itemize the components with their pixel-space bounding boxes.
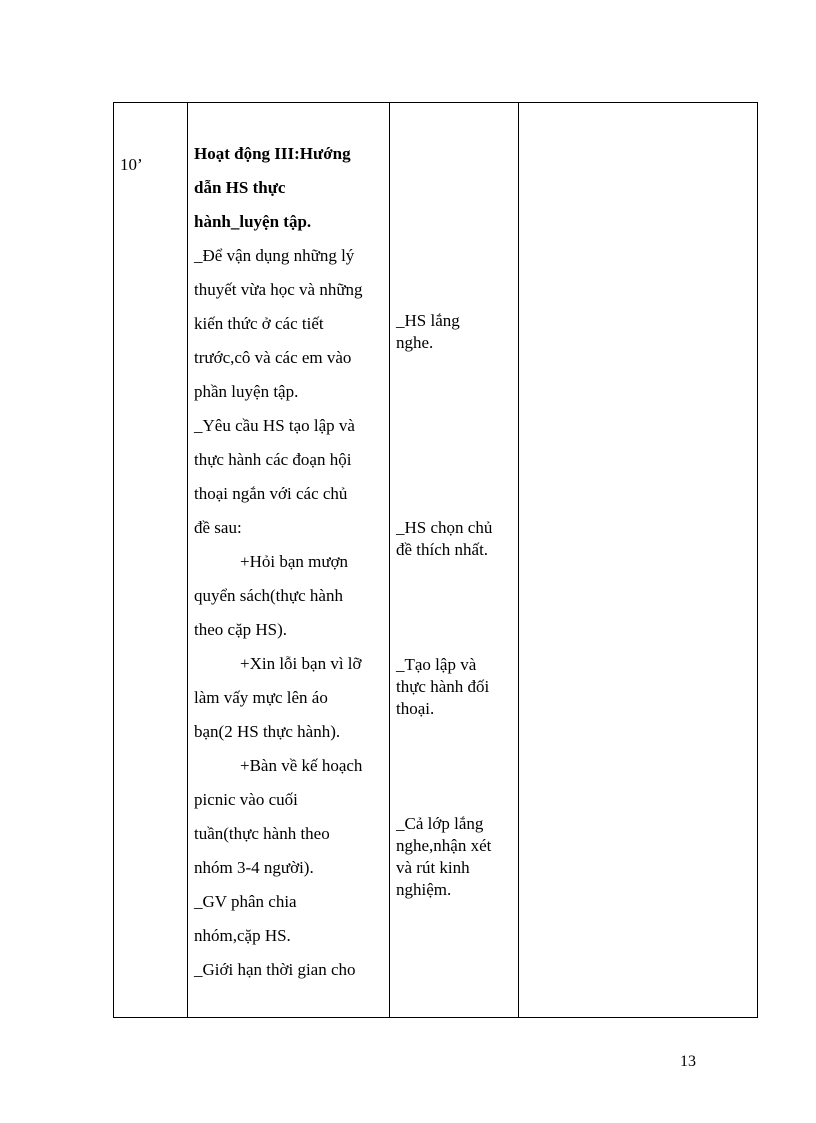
student-note-line: _HS chọn chủ	[396, 518, 493, 537]
lesson-plan-table	[113, 102, 758, 1018]
teacher-line: _Yêu cầu HS tạo lập và	[194, 416, 355, 435]
teacher-line: thuyết vừa học và những	[194, 280, 363, 299]
teacher-line: phần luyện tập.	[194, 382, 299, 401]
teacher-line: +Hỏi bạn mượn	[240, 552, 349, 571]
student-note-line: _HS lắng	[396, 311, 460, 330]
page-number: 13	[680, 1053, 696, 1070]
teacher-line: nhóm,cặp HS.	[194, 926, 291, 945]
teacher-line: theo cặp HS).	[194, 620, 288, 639]
teacher-line: tuần(thực hành theo	[194, 824, 330, 843]
teacher-activity-cell	[188, 103, 390, 1018]
teacher-line: nhóm 3-4 người).	[194, 858, 314, 877]
student-note-3	[396, 654, 489, 720]
student-activity-cell	[390, 103, 519, 1018]
student-note-line: và rút kinh	[396, 858, 470, 877]
teacher-line: Hoạt động III:Hướng	[194, 144, 351, 163]
teacher-line: thoại ngắn với các chủ	[194, 484, 348, 503]
student-note-line: thoại.	[396, 699, 435, 718]
teacher-line: làm vấy mực lên áo	[194, 688, 328, 707]
student-note-line: nghiệm.	[396, 880, 452, 899]
time-value: 10’	[120, 155, 143, 174]
table-row	[114, 103, 758, 1018]
time-cell	[114, 103, 188, 1018]
teacher-line: picnic vào cuối	[194, 790, 298, 809]
student-note-line: nghe,nhận xét	[396, 836, 492, 855]
student-note-2	[396, 517, 492, 561]
student-note-1	[396, 310, 460, 354]
student-note-4	[396, 813, 491, 901]
teacher-line: quyển sách(thực hành	[194, 586, 343, 605]
teacher-line: dẫn HS thực	[194, 178, 286, 197]
teacher-line: _GV phân chia	[194, 892, 297, 911]
content-cell	[519, 103, 758, 1018]
teacher-line: thực hành các đoạn hội	[194, 450, 352, 469]
teacher-line: +Xin lỗi bạn vì lỡ	[240, 654, 362, 673]
student-note-line: _Cả lớp lắng	[396, 814, 484, 833]
teacher-line: trước,cô và các em vào	[194, 348, 352, 367]
teacher-line: _Để vận dụng những lý	[194, 246, 355, 265]
teacher-line: kiến thức ở các tiết	[194, 314, 324, 333]
teacher-line: bạn(2 HS thực hành).	[194, 722, 341, 741]
teacher-line: +Bàn về kế hoạch	[240, 756, 363, 775]
teacher-line: đề sau:	[194, 518, 242, 537]
student-note-line: _Tạo lập và	[396, 655, 477, 674]
student-note-line: nghe.	[396, 333, 434, 352]
teacher-line: _Giới hạn thời gian cho	[194, 960, 356, 979]
student-note-line: đề thích nhất.	[396, 540, 489, 559]
teacher-line: hành_luyện tập.	[194, 212, 312, 231]
teacher-activity-text	[188, 103, 389, 987]
student-note-line: thực hành đối	[396, 677, 490, 696]
